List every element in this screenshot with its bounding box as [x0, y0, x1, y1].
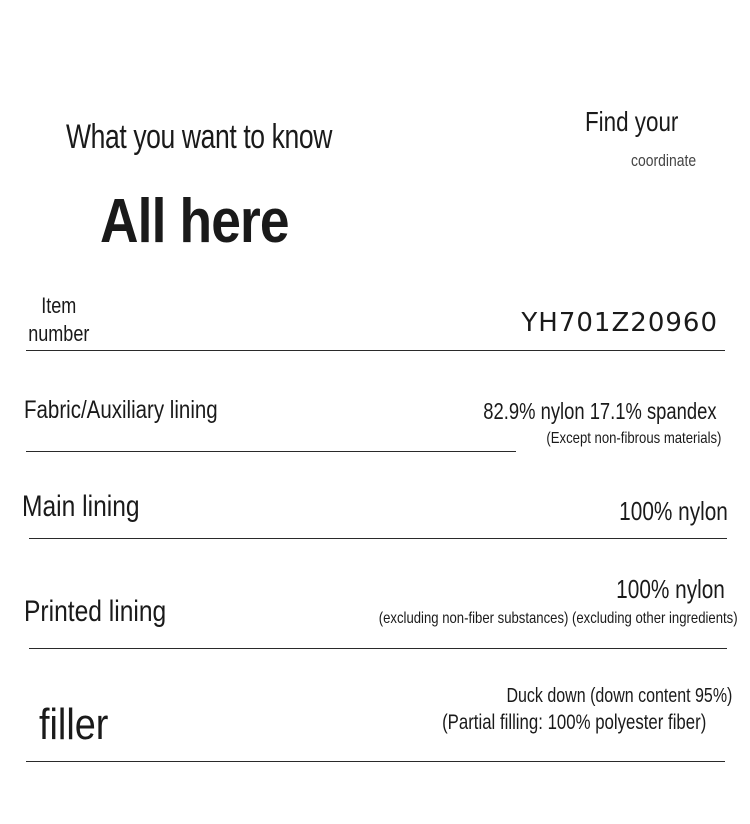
main-lining-label: Main lining [22, 490, 140, 523]
printed-lining-label: Printed lining [24, 595, 167, 628]
filler-note: (Partial filling: 100% polyester fiber) [441, 711, 706, 734]
filler-label: filler [39, 700, 109, 749]
printed-lining-value: 100% nylon [616, 574, 725, 604]
divider-item-number [26, 350, 725, 351]
item-number-label [26, 292, 92, 348]
fabric-note: (Except non-fibrous materials) [545, 430, 721, 447]
divider-main-lining [29, 538, 727, 539]
item-number-label-line2: number [28, 321, 90, 346]
find-title: Find your [585, 106, 679, 137]
divider-fabric [26, 451, 516, 452]
item-number-value: YH701Z20960 [521, 308, 718, 338]
fabric-label: Fabric/Auxiliary lining [24, 396, 218, 424]
fabric-value: 82.9% nylon 17.1% spandex [483, 398, 717, 424]
find-subtitle: coordinate [631, 151, 697, 170]
divider-printed-lining [29, 648, 727, 649]
divider-filler [26, 761, 725, 762]
printed-lining-note: (excluding non-fiber substances) (excluding other ingredients) [379, 610, 738, 627]
page-headline: All here [100, 187, 289, 256]
filler-value: Duck down (down content 95%) [506, 685, 732, 707]
page-title: What you want to know [66, 118, 332, 156]
item-number-label-line1: Item [41, 293, 77, 318]
main-lining-value: 100% nylon [619, 496, 728, 526]
